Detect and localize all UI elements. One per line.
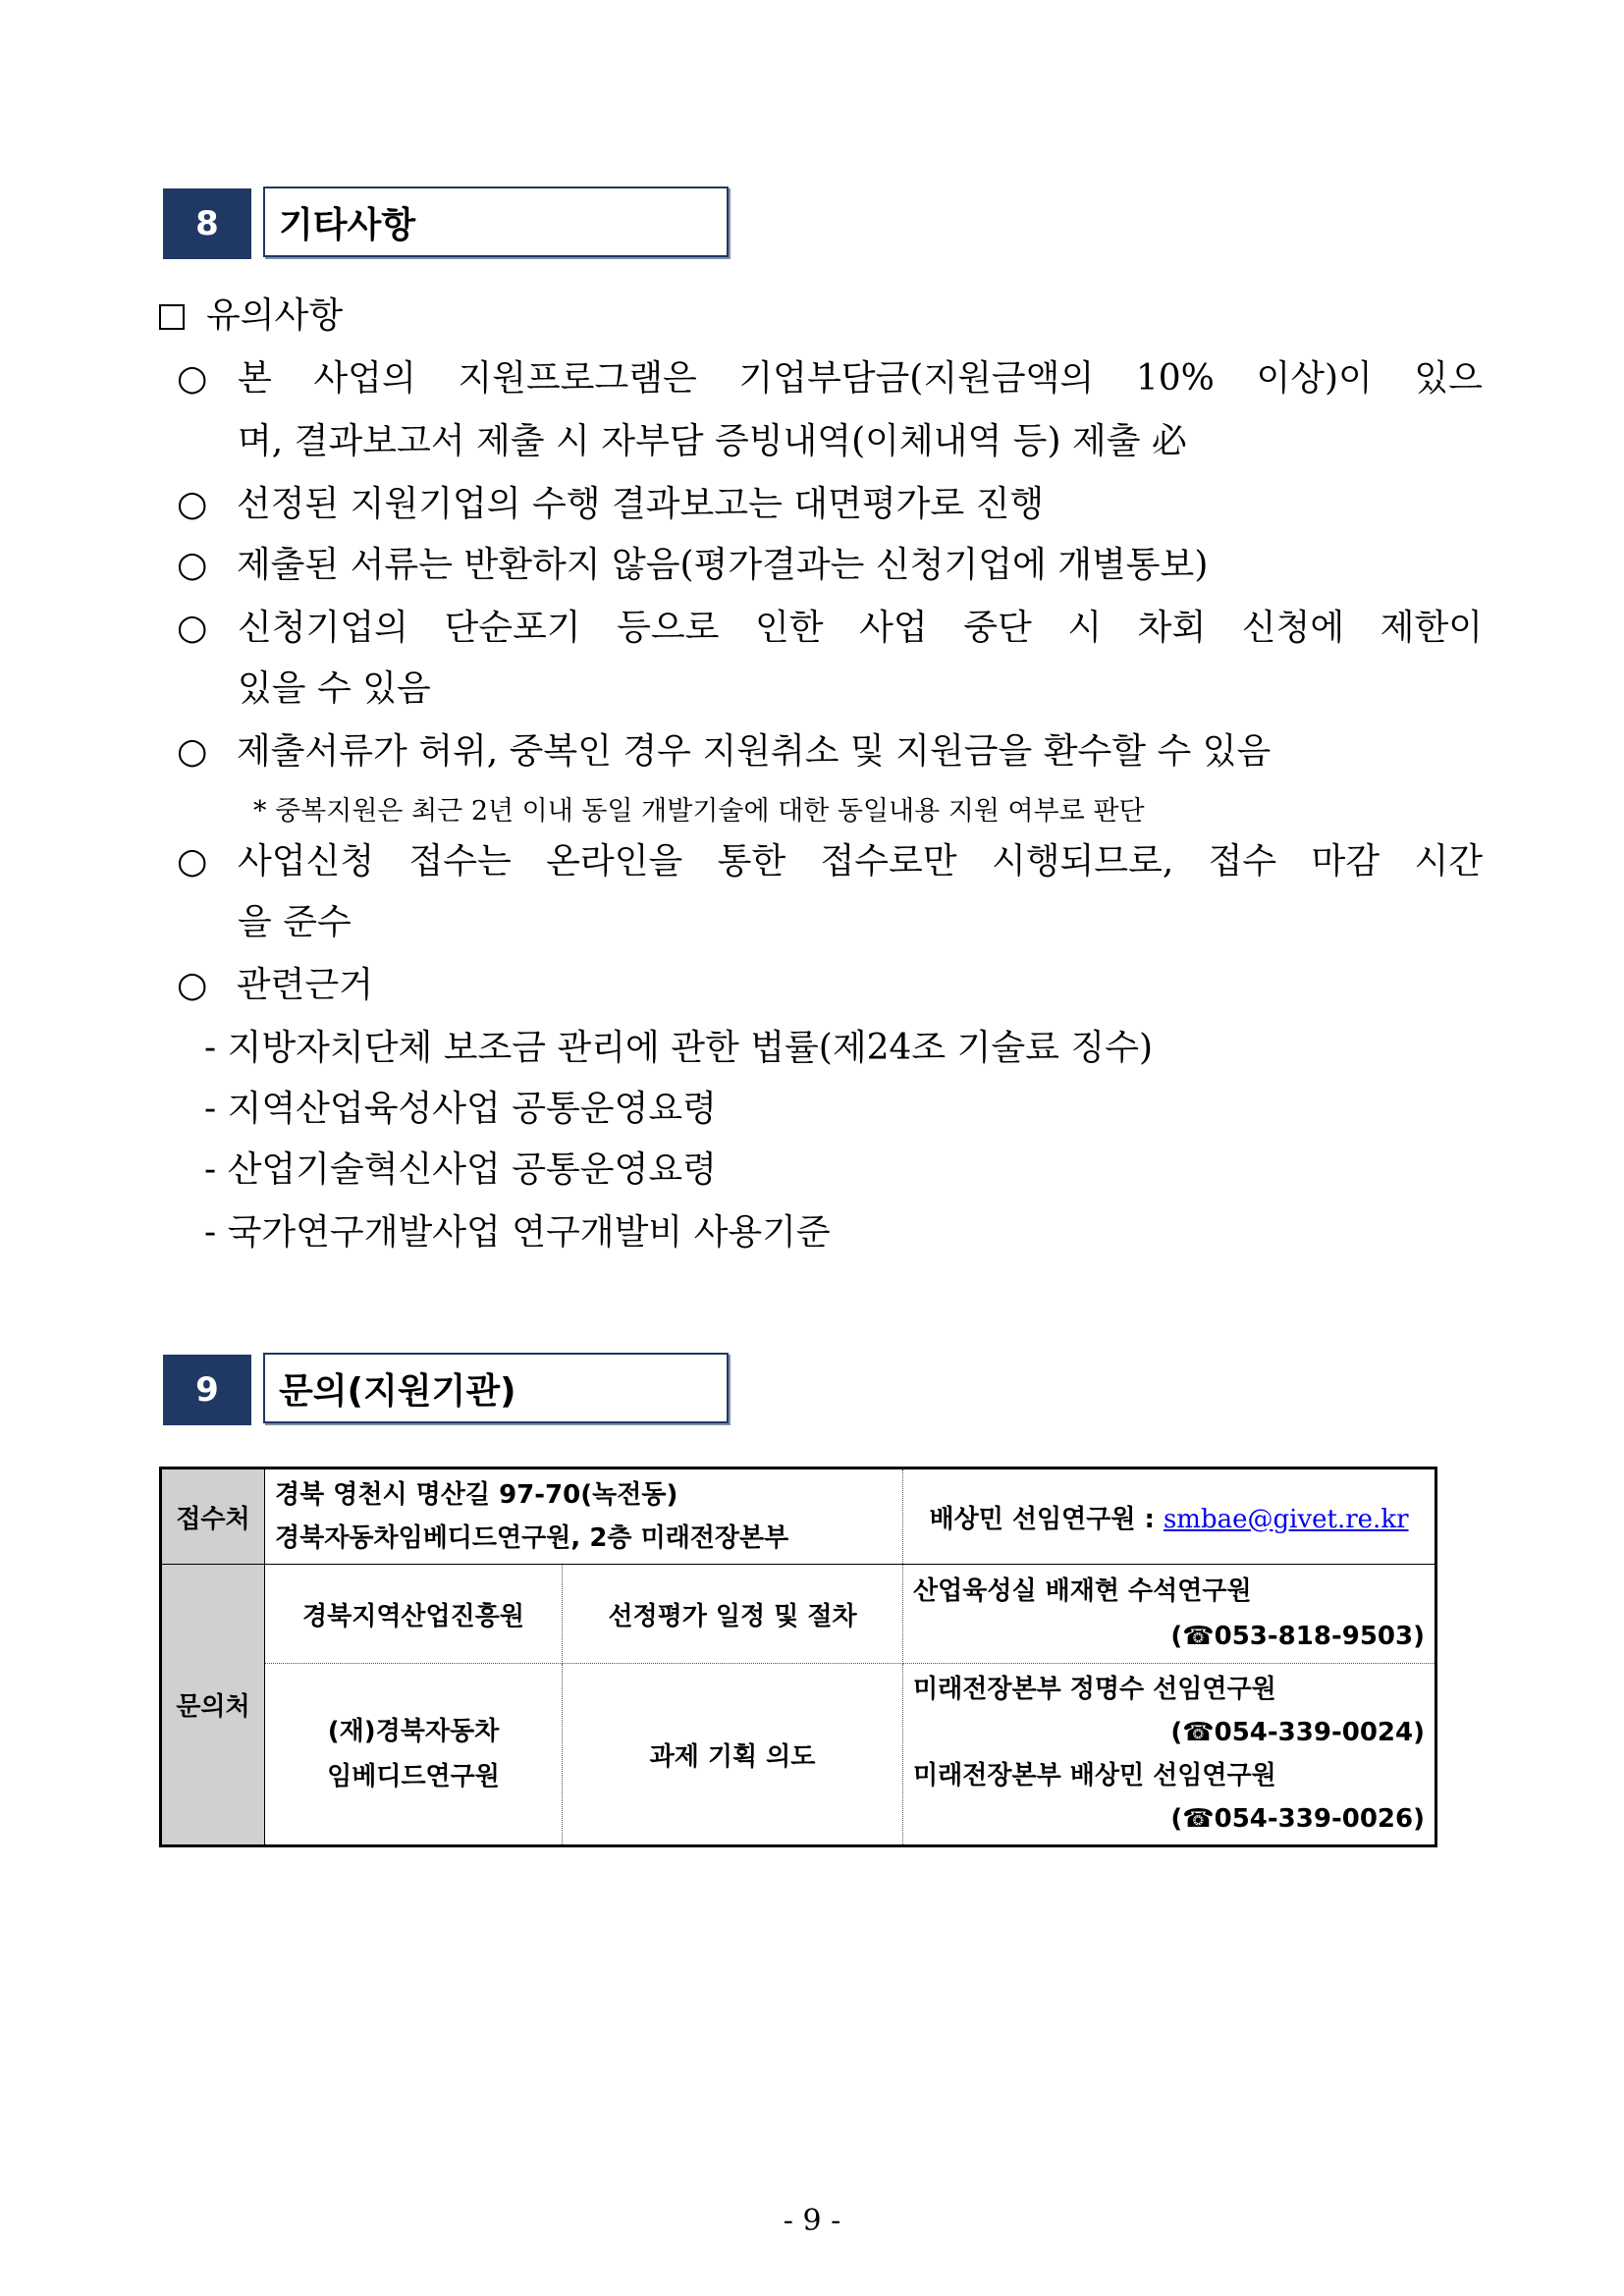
org-name: 경북지역산업진흥원	[265, 1565, 563, 1664]
section-title: 문의(지원기관)	[263, 1353, 729, 1423]
contact-name: 배상민 선임연구원 :	[929, 1504, 1164, 1534]
circle-bullet-icon: ○	[177, 484, 208, 524]
circle-bullet-icon: ○	[177, 608, 208, 648]
inquiry-label: 문의처	[161, 1565, 265, 1846]
section-number-badge: 9	[163, 1355, 251, 1425]
circle-bullet-icon: ○	[177, 358, 208, 399]
note-text: 신청기업의 단순포기 등으로 인한 사업 중단 시 차회 신청에 제한이	[238, 608, 1483, 648]
reception-address	[265, 1468, 903, 1565]
reception-label: 접수처	[161, 1468, 265, 1565]
note-text: 선정된 지원기업의 수행 결과보고는 대면평가로 진행	[236, 484, 1045, 524]
law-item: - 지역산업육성사업 공통운영요령	[204, 1089, 717, 1129]
address-line: 경북자동차임베디드연구원, 2층 미래전장본부	[275, 1523, 789, 1553]
reception-contact	[903, 1468, 1436, 1565]
notes-heading: 유의사항	[159, 294, 343, 338]
phone-number: (☎054-339-0024)	[1170, 1718, 1425, 1747]
person-name: 미래전장본부 배상민 선임연구원	[913, 1761, 1276, 1790]
note-item	[177, 357, 1483, 400]
checkbox-square-icon	[159, 304, 185, 330]
circle-bullet-icon: ○	[177, 545, 208, 585]
note-item	[177, 964, 373, 1007]
contact-person	[903, 1664, 1436, 1846]
note-footnote: * 중복지원은 최근 2년 이내 동일 개발기술에 대한 동일내용 지원 여부로 판단	[253, 796, 1145, 827]
law-item: - 산업기술혁신사업 공통운영요령	[204, 1149, 717, 1190]
note-text-cont: 며, 결과보고서 제출 시 자부담 증빙내역(이체내역 등) 제출 必	[238, 421, 1187, 461]
phone-number: (☎054-339-0026)	[1170, 1804, 1425, 1834]
note-item	[177, 730, 1271, 774]
note-text-cont: 을 준수	[238, 902, 352, 942]
note-text: 관련근거	[236, 965, 373, 1005]
inquiry-topic: 과제 기획 의도	[563, 1664, 903, 1846]
note-item	[177, 840, 1483, 883]
email-link[interactable]: smbae@givet.re.kr	[1163, 1504, 1409, 1534]
page-number: - 9 -	[783, 2204, 841, 2238]
circle-bullet-icon: ○	[177, 965, 208, 1005]
note-text-cont: 있을 수 있음	[238, 668, 431, 709]
law-item: - 지방자치단체 보조금 관리에 관한 법률(제24조 기술료 징수)	[204, 1028, 1154, 1068]
inquiry-topic: 선정평가 일정 및 절차	[563, 1565, 903, 1664]
note-item	[177, 607, 1483, 650]
phone-number: (☎053-818-9503)	[1170, 1622, 1425, 1651]
law-item: - 국가연구개발사업 연구개발비 사용기준	[204, 1212, 831, 1253]
address-line: 경북 영천시 명산길 97-70(녹전동)	[275, 1480, 678, 1510]
note-text: 본 사업의 지원프로그램은 기업부담금(지원금액의 10% 이상)이 있으	[238, 358, 1483, 399]
contact-table	[159, 1467, 1437, 1847]
section-number-badge: 8	[163, 188, 251, 259]
note-item	[177, 483, 1044, 526]
circle-bullet-icon: ○	[177, 841, 208, 881]
note-item	[177, 544, 1208, 587]
section-title: 기타사항	[263, 187, 729, 257]
note-text: 제출서류가 허위, 중복인 경우 지원취소 및 지원금을 환수할 수 있음	[236, 731, 1272, 772]
person-name: 산업육성실 배재현 수석연구원	[913, 1576, 1252, 1606]
circle-bullet-icon: ○	[177, 731, 208, 772]
contact-person	[903, 1565, 1436, 1664]
note-text: 사업신청 접수는 온라인을 통한 접수로만 시행되므로, 접수 마감 시간	[238, 841, 1483, 881]
note-text: 제출된 서류는 반환하지 않음(평가결과는 신청기업에 개별통보)	[236, 545, 1209, 585]
person-name: 미래전장본부 정명수 선임연구원	[913, 1675, 1276, 1704]
org-name: (재)경북자동차 임베디드연구원	[265, 1664, 563, 1846]
